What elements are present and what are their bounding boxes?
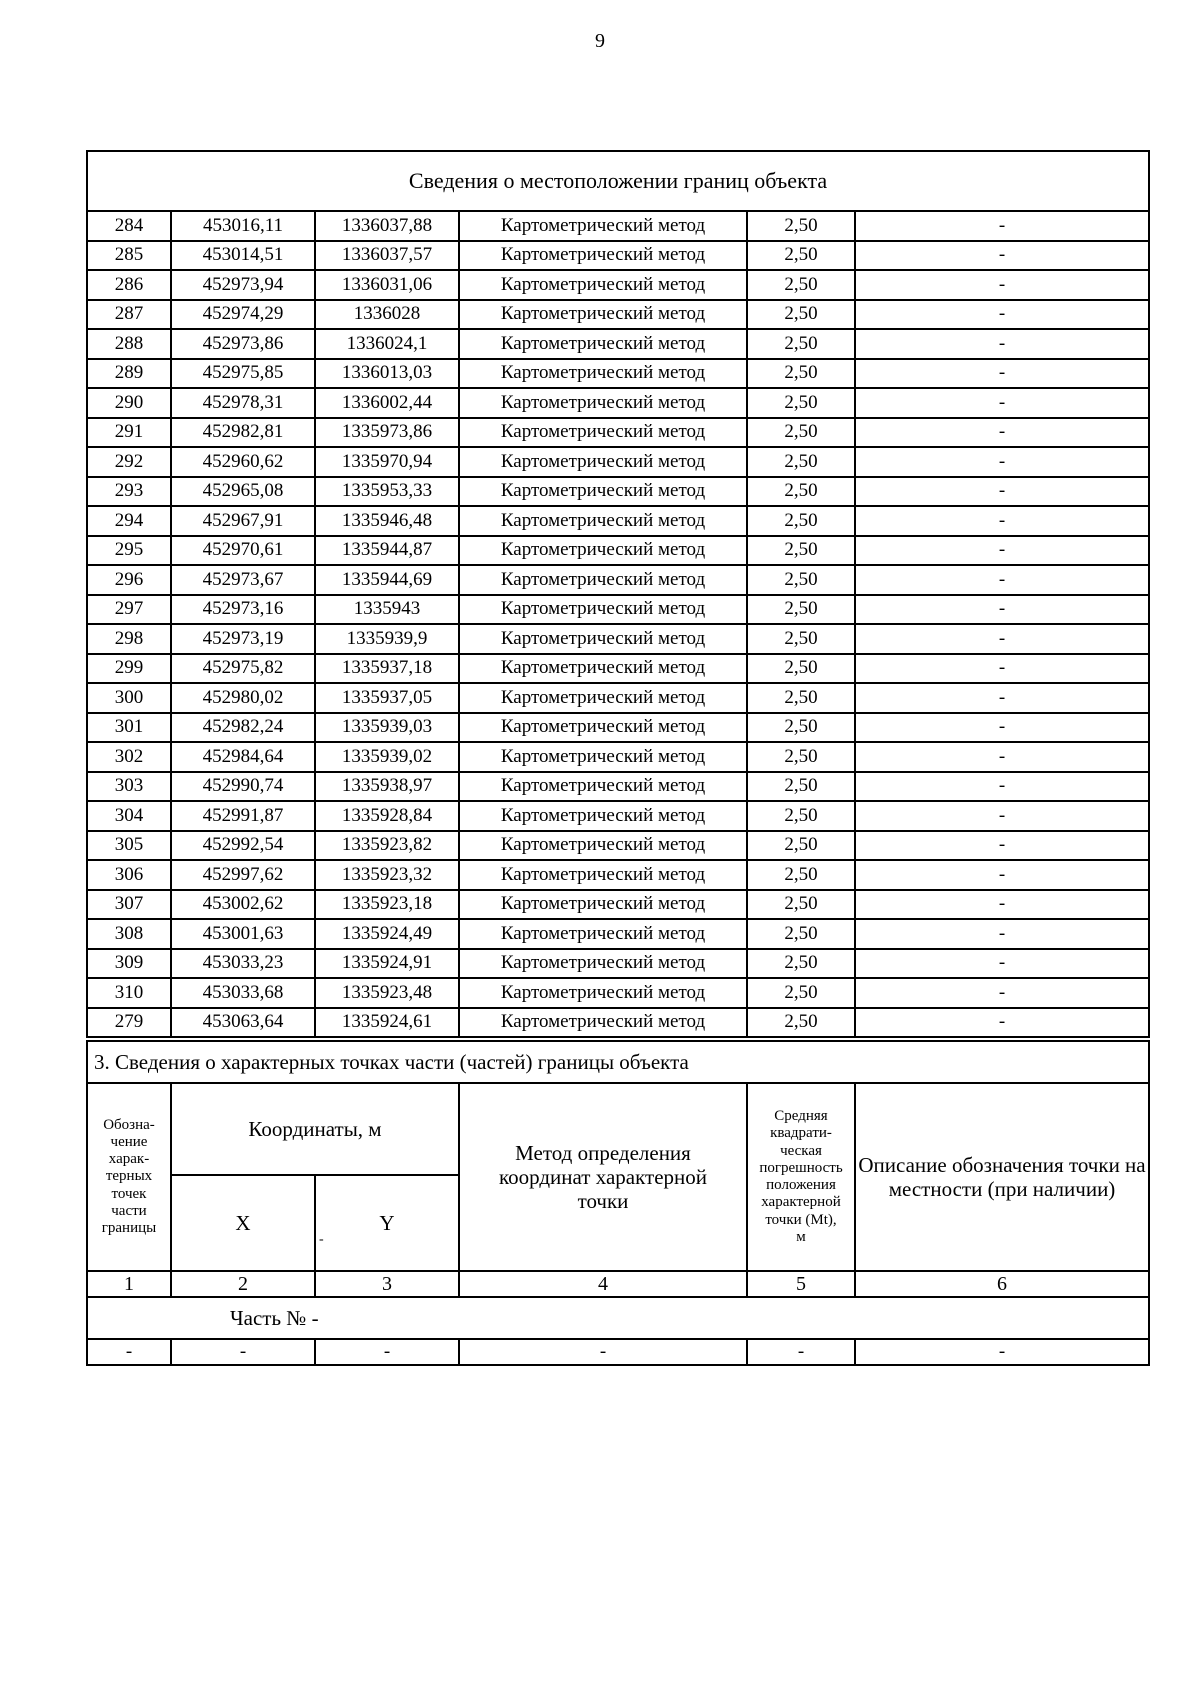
table-row bbox=[87, 831, 1149, 861]
empty-cell: - bbox=[171, 1339, 315, 1365]
y-coordinate-cell: 1335944,87 bbox=[315, 536, 459, 566]
method-cell: Картометрический метод bbox=[459, 654, 747, 684]
x-coordinate-cell: 452991,87 bbox=[171, 801, 315, 831]
y-coordinate-cell: 1336028 bbox=[315, 300, 459, 330]
point-number-cell: 300 bbox=[87, 683, 171, 713]
x-coordinate-cell: 452990,74 bbox=[171, 772, 315, 802]
method-cell: Картометрический метод bbox=[459, 536, 747, 566]
y-coordinate-cell: 1335939,02 bbox=[315, 742, 459, 772]
header-y-mark: - bbox=[319, 1231, 324, 1247]
x-coordinate-cell: 452970,61 bbox=[171, 536, 315, 566]
table-row bbox=[87, 713, 1149, 743]
point-number-cell: 306 bbox=[87, 860, 171, 890]
error-cell: 2,50 bbox=[747, 801, 855, 831]
point-number-cell: 294 bbox=[87, 506, 171, 536]
error-cell: 2,50 bbox=[747, 654, 855, 684]
point-number-cell: 285 bbox=[87, 241, 171, 271]
method-cell: Картометрический метод bbox=[459, 978, 747, 1008]
x-coordinate-cell: 452973,67 bbox=[171, 565, 315, 595]
description-cell: - bbox=[855, 329, 1149, 359]
description-cell: - bbox=[855, 772, 1149, 802]
y-coordinate-cell: 1336002,44 bbox=[315, 388, 459, 418]
y-coordinate-cell: 1336024,1 bbox=[315, 329, 459, 359]
point-number-cell: 295 bbox=[87, 536, 171, 566]
method-cell: Картометрический метод bbox=[459, 211, 747, 241]
description-cell: - bbox=[855, 742, 1149, 772]
y-coordinate-cell: 1335928,84 bbox=[315, 801, 459, 831]
x-coordinate-cell: 452973,16 bbox=[171, 595, 315, 625]
x-coordinate-cell: 453063,64 bbox=[171, 1008, 315, 1038]
table-row bbox=[87, 801, 1149, 831]
x-coordinate-cell: 452960,62 bbox=[171, 447, 315, 477]
x-coordinate-cell: 453014,51 bbox=[171, 241, 315, 271]
table-row bbox=[87, 536, 1149, 566]
method-cell: Картометрический метод bbox=[459, 1008, 747, 1038]
description-cell: - bbox=[855, 949, 1149, 979]
x-coordinate-cell: 452997,62 bbox=[171, 860, 315, 890]
x-coordinate-cell: 453033,68 bbox=[171, 978, 315, 1008]
header-description: Описание обозначения точки на местности (при наличии) bbox=[855, 1083, 1149, 1271]
point-number-cell: 299 bbox=[87, 654, 171, 684]
y-coordinate-cell: 1335939,03 bbox=[315, 713, 459, 743]
error-cell: 2,50 bbox=[747, 919, 855, 949]
description-cell: - bbox=[855, 388, 1149, 418]
error-cell: 2,50 bbox=[747, 477, 855, 507]
point-number-cell: 289 bbox=[87, 359, 171, 389]
error-cell: 2,50 bbox=[747, 388, 855, 418]
x-coordinate-cell: 452978,31 bbox=[171, 388, 315, 418]
method-cell: Картометрический метод bbox=[459, 919, 747, 949]
y-coordinate-cell: 1336031,06 bbox=[315, 270, 459, 300]
x-coordinate-cell: 452982,24 bbox=[171, 713, 315, 743]
y-coordinate-cell: 1336037,88 bbox=[315, 211, 459, 241]
description-cell: - bbox=[855, 241, 1149, 271]
x-coordinate-cell: 453033,23 bbox=[171, 949, 315, 979]
table-row bbox=[87, 654, 1149, 684]
error-cell: 2,50 bbox=[747, 949, 855, 979]
description-cell: - bbox=[855, 300, 1149, 330]
x-coordinate-cell: 452974,29 bbox=[171, 300, 315, 330]
description-cell: - bbox=[855, 654, 1149, 684]
table-row bbox=[87, 241, 1149, 271]
point-number-cell: 284 bbox=[87, 211, 171, 241]
column-number: 4 bbox=[459, 1271, 747, 1297]
method-cell: Картометрический метод bbox=[459, 860, 747, 890]
x-coordinate-cell: 452973,86 bbox=[171, 329, 315, 359]
header-error: Средняя квадрати- ческая погрешность положения характерной точки (Mt), м bbox=[747, 1083, 855, 1271]
x-coordinate-cell: 452973,94 bbox=[171, 270, 315, 300]
error-cell: 2,50 bbox=[747, 683, 855, 713]
table-row bbox=[87, 860, 1149, 890]
table-row bbox=[87, 447, 1149, 477]
description-cell: - bbox=[855, 978, 1149, 1008]
boundary-location-table bbox=[86, 150, 1150, 1038]
column-number: 2 bbox=[171, 1271, 315, 1297]
y-coordinate-cell: 1336037,57 bbox=[315, 241, 459, 271]
point-number-cell: 298 bbox=[87, 624, 171, 654]
table-row bbox=[87, 890, 1149, 920]
table-row bbox=[87, 1008, 1149, 1038]
method-cell: Картометрический метод bbox=[459, 447, 747, 477]
x-coordinate-cell: 452984,64 bbox=[171, 742, 315, 772]
point-number-cell: 286 bbox=[87, 270, 171, 300]
y-coordinate-cell: 1335943 bbox=[315, 595, 459, 625]
table-row bbox=[87, 270, 1149, 300]
description-cell: - bbox=[855, 536, 1149, 566]
header-method: Метод определения координат характерной точки bbox=[459, 1083, 747, 1271]
error-cell: 2,50 bbox=[747, 772, 855, 802]
x-coordinate-cell: 453002,62 bbox=[171, 890, 315, 920]
description-cell: - bbox=[855, 270, 1149, 300]
point-number-cell: 291 bbox=[87, 418, 171, 448]
description-cell: - bbox=[855, 683, 1149, 713]
header-designation: Обозна- чение харак- терных точек части границы bbox=[87, 1083, 171, 1271]
method-cell: Картометрический метод bbox=[459, 418, 747, 448]
point-number-cell: 305 bbox=[87, 831, 171, 861]
point-number-cell: 302 bbox=[87, 742, 171, 772]
error-cell: 2,50 bbox=[747, 241, 855, 271]
x-coordinate-cell: 452980,02 bbox=[171, 683, 315, 713]
point-number-cell: 309 bbox=[87, 949, 171, 979]
y-coordinate-cell: 1335944,69 bbox=[315, 565, 459, 595]
error-cell: 2,50 bbox=[747, 536, 855, 566]
point-number-cell: 296 bbox=[87, 565, 171, 595]
empty-cell: - bbox=[459, 1339, 747, 1365]
description-cell: - bbox=[855, 713, 1149, 743]
error-cell: 2,50 bbox=[747, 506, 855, 536]
point-number-cell: 293 bbox=[87, 477, 171, 507]
table-row bbox=[87, 329, 1149, 359]
y-coordinate-cell: 1335953,33 bbox=[315, 477, 459, 507]
part-label: Часть № - bbox=[87, 1297, 1149, 1339]
error-cell: 2,50 bbox=[747, 831, 855, 861]
section-title: 3. Сведения о характерных точках части (частей) границы объекта bbox=[87, 1041, 1149, 1083]
x-coordinate-cell: 452982,81 bbox=[171, 418, 315, 448]
table-row bbox=[87, 978, 1149, 1008]
table-row bbox=[87, 772, 1149, 802]
table-row bbox=[87, 477, 1149, 507]
method-cell: Картометрический метод bbox=[459, 270, 747, 300]
x-coordinate-cell: 452965,08 bbox=[171, 477, 315, 507]
description-cell: - bbox=[855, 447, 1149, 477]
table-row bbox=[87, 595, 1149, 625]
error-cell: 2,50 bbox=[747, 624, 855, 654]
error-cell: 2,50 bbox=[747, 329, 855, 359]
description-cell: - bbox=[855, 624, 1149, 654]
table-row bbox=[87, 211, 1149, 241]
point-number-cell: 288 bbox=[87, 329, 171, 359]
table-row bbox=[87, 418, 1149, 448]
x-coordinate-cell: 452992,54 bbox=[171, 831, 315, 861]
description-cell: - bbox=[855, 211, 1149, 241]
description-cell: - bbox=[855, 359, 1149, 389]
table-row bbox=[87, 742, 1149, 772]
description-cell: - bbox=[855, 418, 1149, 448]
point-number-cell: 287 bbox=[87, 300, 171, 330]
column-number: 3 bbox=[315, 1271, 459, 1297]
table-row bbox=[87, 624, 1149, 654]
method-cell: Картометрический метод bbox=[459, 713, 747, 743]
table-row bbox=[87, 359, 1149, 389]
description-cell: - bbox=[855, 506, 1149, 536]
y-coordinate-cell: 1335924,91 bbox=[315, 949, 459, 979]
y-coordinate-cell: 1335970,94 bbox=[315, 447, 459, 477]
y-coordinate-cell: 1335924,49 bbox=[315, 919, 459, 949]
y-coordinate-cell: 1335923,32 bbox=[315, 860, 459, 890]
method-cell: Картометрический метод bbox=[459, 359, 747, 389]
y-coordinate-cell: 1335946,48 bbox=[315, 506, 459, 536]
error-cell: 2,50 bbox=[747, 1008, 855, 1038]
description-cell: - bbox=[855, 565, 1149, 595]
table-row bbox=[87, 683, 1149, 713]
column-number: 6 bbox=[855, 1271, 1149, 1297]
table-row bbox=[87, 949, 1149, 979]
method-cell: Картометрический метод bbox=[459, 831, 747, 861]
point-number-cell: 307 bbox=[87, 890, 171, 920]
method-cell: Картометрический метод bbox=[459, 624, 747, 654]
description-cell: - bbox=[855, 477, 1149, 507]
point-number-cell: 290 bbox=[87, 388, 171, 418]
y-coordinate-cell: 1335939,9 bbox=[315, 624, 459, 654]
error-cell: 2,50 bbox=[747, 447, 855, 477]
point-number-cell: 308 bbox=[87, 919, 171, 949]
page-number: 9 bbox=[595, 30, 605, 52]
table-row bbox=[87, 919, 1149, 949]
point-number-cell: 304 bbox=[87, 801, 171, 831]
y-coordinate-cell: 1335937,18 bbox=[315, 654, 459, 684]
header-x: X bbox=[171, 1175, 315, 1271]
method-cell: Картометрический метод bbox=[459, 595, 747, 625]
error-cell: 2,50 bbox=[747, 742, 855, 772]
description-cell: - bbox=[855, 831, 1149, 861]
header-coordinates: Координаты, м bbox=[171, 1083, 459, 1175]
method-cell: Картометрический метод bbox=[459, 949, 747, 979]
error-cell: 2,50 bbox=[747, 211, 855, 241]
description-cell: - bbox=[855, 890, 1149, 920]
header-y: Y bbox=[379, 1210, 395, 1235]
point-number-cell: 297 bbox=[87, 595, 171, 625]
empty-cell: - bbox=[315, 1339, 459, 1365]
table-row bbox=[87, 565, 1149, 595]
method-cell: Картометрический метод bbox=[459, 683, 747, 713]
error-cell: 2,50 bbox=[747, 359, 855, 389]
point-number-cell: 279 bbox=[87, 1008, 171, 1038]
table-row bbox=[87, 300, 1149, 330]
error-cell: 2,50 bbox=[747, 565, 855, 595]
method-cell: Картометрический метод bbox=[459, 890, 747, 920]
method-cell: Картометрический метод bbox=[459, 565, 747, 595]
description-cell: - bbox=[855, 860, 1149, 890]
error-cell: 2,50 bbox=[747, 300, 855, 330]
error-cell: 2,50 bbox=[747, 418, 855, 448]
characteristic-points-table bbox=[86, 1040, 1150, 1366]
y-coordinate-cell: 1335923,48 bbox=[315, 978, 459, 1008]
y-coordinate-cell: 1336013,03 bbox=[315, 359, 459, 389]
x-coordinate-cell: 453016,11 bbox=[171, 211, 315, 241]
empty-cell: - bbox=[747, 1339, 855, 1365]
column-number: 1 bbox=[87, 1271, 171, 1297]
description-cell: - bbox=[855, 801, 1149, 831]
description-cell: - bbox=[855, 919, 1149, 949]
x-coordinate-cell: 452975,85 bbox=[171, 359, 315, 389]
method-cell: Картометрический метод bbox=[459, 506, 747, 536]
description-cell: - bbox=[855, 1008, 1149, 1038]
x-coordinate-cell: 452973,19 bbox=[171, 624, 315, 654]
y-coordinate-cell: 1335923,18 bbox=[315, 890, 459, 920]
error-cell: 2,50 bbox=[747, 978, 855, 1008]
x-coordinate-cell: 452967,91 bbox=[171, 506, 315, 536]
table-title: Сведения о местоположении границ объекта bbox=[87, 151, 1149, 211]
error-cell: 2,50 bbox=[747, 270, 855, 300]
y-coordinate-cell: 1335938,97 bbox=[315, 772, 459, 802]
method-cell: Картометрический метод bbox=[459, 742, 747, 772]
header-y-cell bbox=[315, 1175, 459, 1271]
error-cell: 2,50 bbox=[747, 890, 855, 920]
error-cell: 2,50 bbox=[747, 713, 855, 743]
point-number-cell: 310 bbox=[87, 978, 171, 1008]
method-cell: Картометрический метод bbox=[459, 388, 747, 418]
column-number: 5 bbox=[747, 1271, 855, 1297]
table-row bbox=[87, 506, 1149, 536]
empty-cell: - bbox=[855, 1339, 1149, 1365]
point-number-cell: 301 bbox=[87, 713, 171, 743]
point-number-cell: 303 bbox=[87, 772, 171, 802]
table-row bbox=[87, 388, 1149, 418]
description-cell: - bbox=[855, 595, 1149, 625]
method-cell: Картометрический метод bbox=[459, 329, 747, 359]
method-cell: Картометрический метод bbox=[459, 801, 747, 831]
error-cell: 2,50 bbox=[747, 595, 855, 625]
x-coordinate-cell: 453001,63 bbox=[171, 919, 315, 949]
error-cell: 2,50 bbox=[747, 860, 855, 890]
empty-cell: - bbox=[87, 1339, 171, 1365]
point-number-cell: 292 bbox=[87, 447, 171, 477]
y-coordinate-cell: 1335924,61 bbox=[315, 1008, 459, 1038]
y-coordinate-cell: 1335923,82 bbox=[315, 831, 459, 861]
y-coordinate-cell: 1335937,05 bbox=[315, 683, 459, 713]
method-cell: Картометрический метод bbox=[459, 241, 747, 271]
method-cell: Картометрический метод bbox=[459, 300, 747, 330]
method-cell: Картометрический метод bbox=[459, 477, 747, 507]
y-coordinate-cell: 1335973,86 bbox=[315, 418, 459, 448]
method-cell: Картометрический метод bbox=[459, 772, 747, 802]
x-coordinate-cell: 452975,82 bbox=[171, 654, 315, 684]
